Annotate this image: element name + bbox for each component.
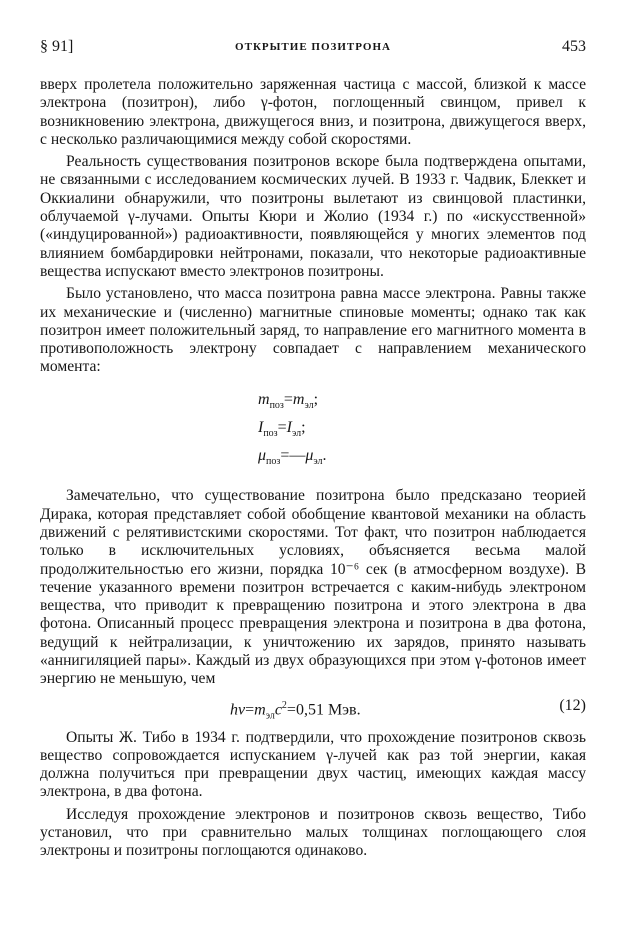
- paragraph-absorption: Исследуя прохождение электронов и позитронов сквозь вещество, Тибо установил, что при сравнительно малых толщинах поглощающего слоя электроны и позитроны поглощаются одинаково.: [40, 805, 586, 860]
- paragraph-thibaud: Опыты Ж. Тибо в 1934 г. подтвердили, что прохождение позитронов сквозь вещество сопровождается испусканием γ-лучей как раз той энергии, какая должна получиться при превращении двух частиц, имеющих каждая массу электрона, в два фотона.: [40, 728, 586, 801]
- equation-expression: $h\nu=m_{эл}c^2=0,51$ Мэв.: [230, 699, 361, 722]
- running-title: ОТКРЫТИЕ ПОЗИТРОНА: [235, 41, 391, 53]
- formula-mass: $m_{поз}=m_{эл}$;: [258, 390, 319, 411]
- paragraph-dirac: Замечательно, что существование позитрона было предсказано теорией Дирака, которая представляет собой обобщение квантовой механики на область движений с релятивистскими скоростями. Тот факт, что позитрон наблюдается только в исключительных условиях, объясняется весьма малой продолжительностью его жизни, порядка 10⁻⁶ сек (в атмосферном воздухе). В течение указанного времени позитрон встречается с каким-нибудь электроном вещества, что приводит к превращению позитрона и этого электрона в два фотона. Описанный процесс превращения электрона и позитрона в два фотона, ведущий к нейтрализации, к уничтожению их зарядов, принято называть «аннигиляцией пары». Каждый из двух образующихся при этом γ-фотонов имеет энергию не меньшую, чем: [40, 487, 586, 688]
- equation-12: [40, 695, 586, 721]
- paragraph-mass-equal: Было установлено, что масса позитрона равна массе электрона. Равны также их механические и (численно) магнитные спиновые моменты; однако так как позитрон имеет положительный заряд, то направление его магнитного момента в противоположность электрону совпадает с направлением механического момента:: [40, 285, 586, 376]
- moment-formulas: [258, 389, 586, 474]
- paragraph-reality: Реальность существования позитронов вскоре была подтверждена опытами, не связанными с исследованием космических лучей. В 1933 г. Чадвик, Блеккет и Оккиалини обнаружили, что позитроны вылетают из свинцовой пластинки, облучаемой γ-лучами. Опыты Кюри и Жолио (1934 г.) по «искусственной» («индуцированной») радиоактивности, появляющейся у многих элементов под влиянием бомбардировки нейтронами, показали, что некоторые радиоактивные вещества испускают вместо электронов позитроны.: [40, 153, 586, 280]
- formula-spin: $I_{поз}=I_{эл}$;: [258, 418, 306, 440]
- paragraph-continuation: вверх пролетела положительно заряженная частица с массой, близкой к массе электрона (позитрон), либо γ-фотон, поглощенный свинцом, привел к возникновению электрона, движущегося вниз, и позитрона, движущегося вверх, с несколько различающимися между собой скоростями.: [40, 76, 586, 148]
- equation-number: (12): [559, 696, 586, 714]
- running-header: [40, 38, 586, 60]
- main-text: [40, 76, 586, 861]
- section-ref: § 91]: [40, 38, 74, 55]
- book-page: [40, 38, 586, 861]
- page-number: 453: [562, 38, 586, 55]
- formula-magnetic: $\mu_{поз}=—\mu_{эл}$.: [258, 447, 327, 468]
